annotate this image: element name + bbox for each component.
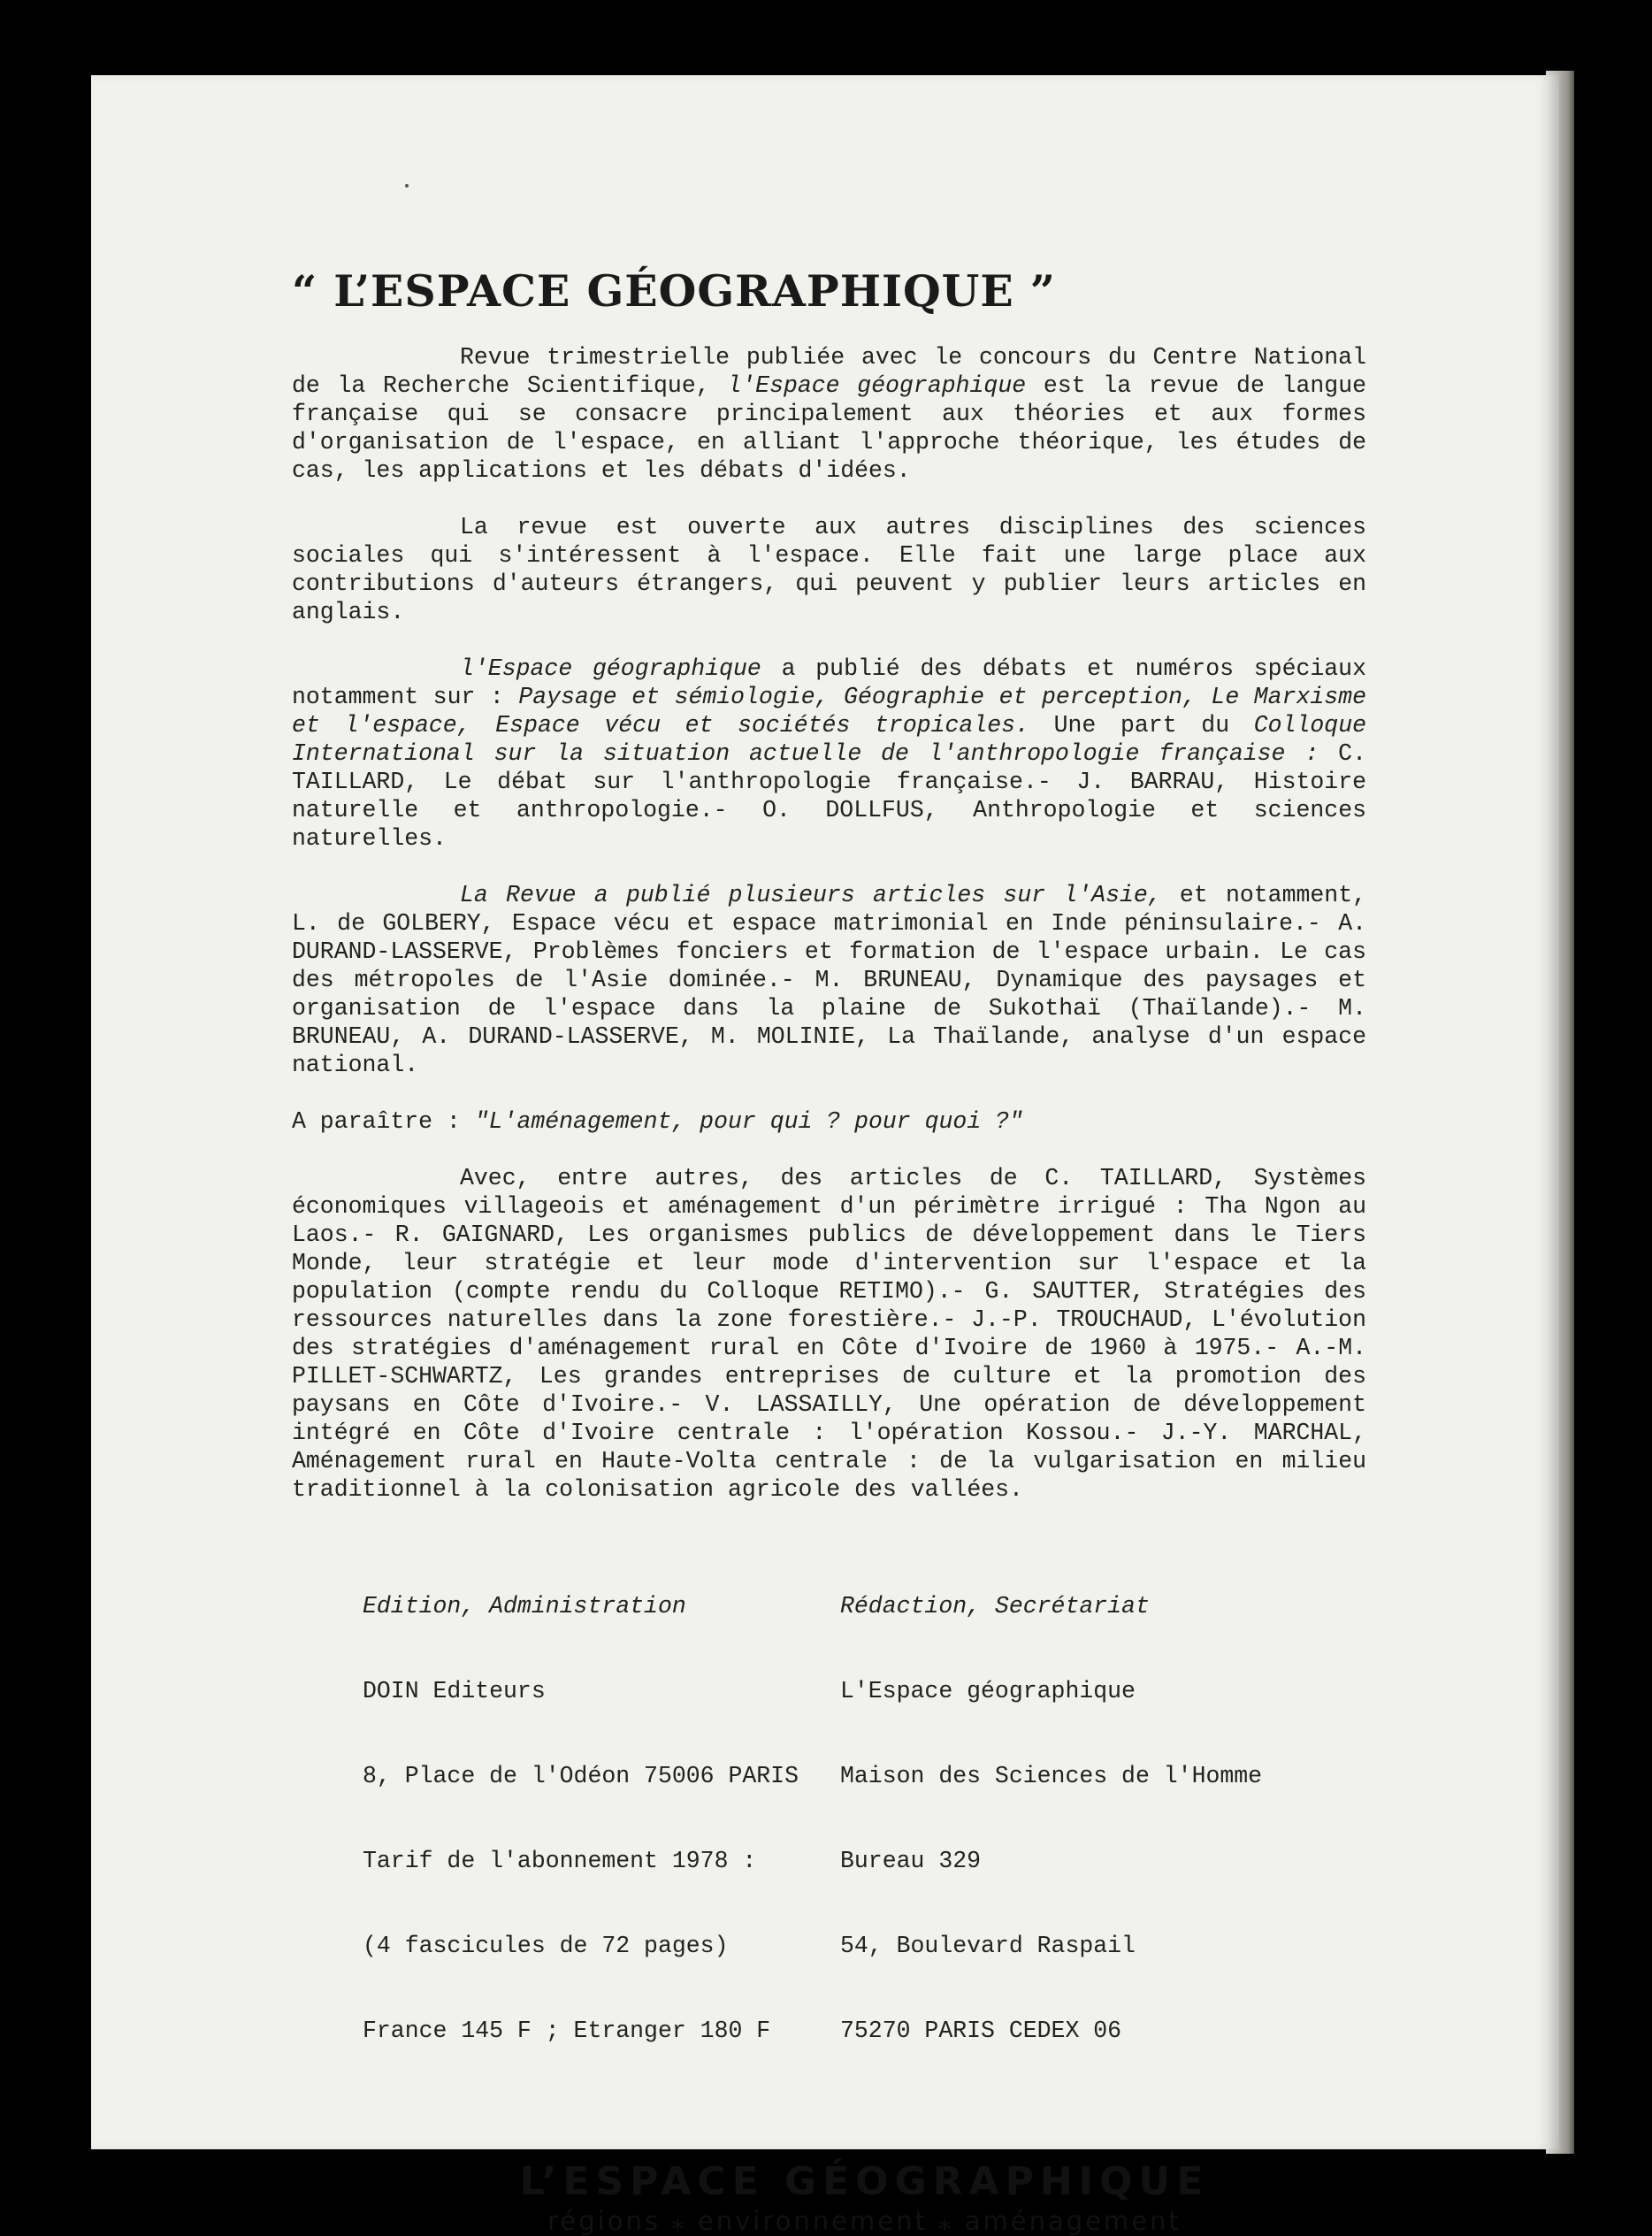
asia-articles: et notamment, L. de GOLBERY, Espace vécu et espace matrimonial en Inde péninsulaire.- A. DURAND-LASSERVE, Problèmes fonciers et formation de l'espace urbain. Le cas des métropoles de l'Asie dominée.- M. BRUNEAU, Dynamique des paysages et organisation de l'espace dans la plaine de Sukothaï (Thaïlande).- M. BRUNEAU, A. DURAND-LASSERVE, M. MOLINIE, La Thaïlande, analyse d'un espace national. <box>292 882 1366 1078</box>
paragraph-asia <box>292 881 1366 1079</box>
intro-text: Revue trimestrielle publiée avec le concours du Centre National de la Recherche Scientifique, <box>292 344 1366 399</box>
announcement-title: "L'aménagement, pour qui ? pour quoi ?" <box>474 1108 1023 1135</box>
issues-text-2: Une part du <box>1029 712 1254 739</box>
edition-line: 8, Place de l'Odéon 75006 PARIS <box>363 1763 799 1789</box>
paragraph-intro <box>292 343 1366 485</box>
redaction-heading: Rédaction, Secrétariat <box>840 1593 1150 1620</box>
edition-line: DOIN Editeurs <box>363 1678 546 1704</box>
redaction-line: Bureau 329 <box>840 1848 982 1874</box>
edition-heading: Edition, Administration <box>363 1593 686 1620</box>
asia-intro: La Revue a publié plusieurs articles sur l'Asie, <box>460 882 1162 908</box>
announcement-label: A paraître : <box>292 1108 475 1135</box>
intro-text-end: est la revue de langue française qui se consacre principalement aux théories et aux formes d'organisation de l'espace, en alliant l'approche théorique, les études de cas, les applications et les débats d'idées. <box>292 372 1366 484</box>
edition-column <box>363 1535 840 2102</box>
edition-line: France 145 F ; Etranger 180 F <box>363 2018 771 2044</box>
masthead-title: L’ESPACE GÉOGRAPHIQUE <box>519 2159 1210 2204</box>
edition-line: (4 fascicules de 72 pages) <box>363 1933 729 1959</box>
issues-topics: Paysage et sémiologie, Géographie et perception, Le Marxisme et l'espace, Espace vécu et sociétés tropicales. <box>292 684 1366 739</box>
contact-columns <box>363 1535 1366 2102</box>
redaction-line: Maison des Sciences de l'Homme <box>840 1763 1263 1789</box>
issues-text: a publié des débats et numéros spéciaux notamment sur : <box>292 655 1366 710</box>
paragraph-forthcoming: Avec, entre autres, des articles de C. TAILLARD, Systèmes économiques villageois et aménagement d'un périmètre irrigué : Tha Ngon au Laos.- R. GAIGNARD, Les organismes publics de développement dans le Tiers Monde, leur stratégie et leur mode d'intervention sur l'espace et la population (compte rendu du Colloque RETIMO).- G. SAUTTER, Stratégies des ressources naturelles dans la zone forestière.- J.-P. TROUCHAUD, L'évolution des stratégies d'aménagement rural en Côte d'Ivoire de 1960 à 1975.- A.-M. PILLET-SCHWARTZ, Les grandes entreprises de culture et la promotion des paysans en Côte d'Ivoire.- V. LASSAILLY, Une opération de développement intégré en Côte d'Ivoire centrale : l'opération Kossou.- J.-Y. MARCHAL, Aménagement rural en Haute-Volta centrale : de la vulgarisation en milieu traditionnel à la colonisation agricole des vallées. <box>292 1165 1366 1503</box>
journal-name: l'Espace géographique <box>727 372 1027 399</box>
announcement <box>292 1107 1366 1136</box>
page-content <box>292 265 1366 2236</box>
masthead-subtitle: régions ⁎ environnement ⁎ aménagement <box>547 2206 1182 2236</box>
redaction-line: L'Espace géographique <box>840 1678 1136 1704</box>
colloque-articles: C. TAILLARD, Le débat sur l'anthropologie française.- J. BARRAU, Histoire naturelle et anthropologie.- O. DOLLFUS, Anthropologie et sciences naturelles. <box>292 740 1366 852</box>
paragraph-disciplines: La revue est ouverte aux autres disciplines des sciences sociales qui s'intéressent à l'espace. Elle fait une large place aux contributions d'auteurs étrangers, qui peuvent y publier leurs articles en anglais. <box>292 514 1366 625</box>
masthead <box>363 2159 1366 2236</box>
redaction-column <box>840 1535 1318 2102</box>
speck <box>405 184 409 188</box>
colloque-title: Colloque International sur la situation actuelle de l'anthropologie française : <box>292 712 1367 767</box>
edition-line: Tarif de l'abonnement 1978 : <box>363 1848 757 1874</box>
redaction-line: 75270 PARIS CEDEX 06 <box>840 2018 1122 2044</box>
page-title: “ L’ESPACE GÉOGRAPHIQUE ” <box>292 265 1056 317</box>
journal-name: l'Espace géographique <box>460 655 761 682</box>
redaction-line: 54, Boulevard Raspail <box>840 1933 1136 1959</box>
paragraph-special-issues <box>292 655 1366 853</box>
